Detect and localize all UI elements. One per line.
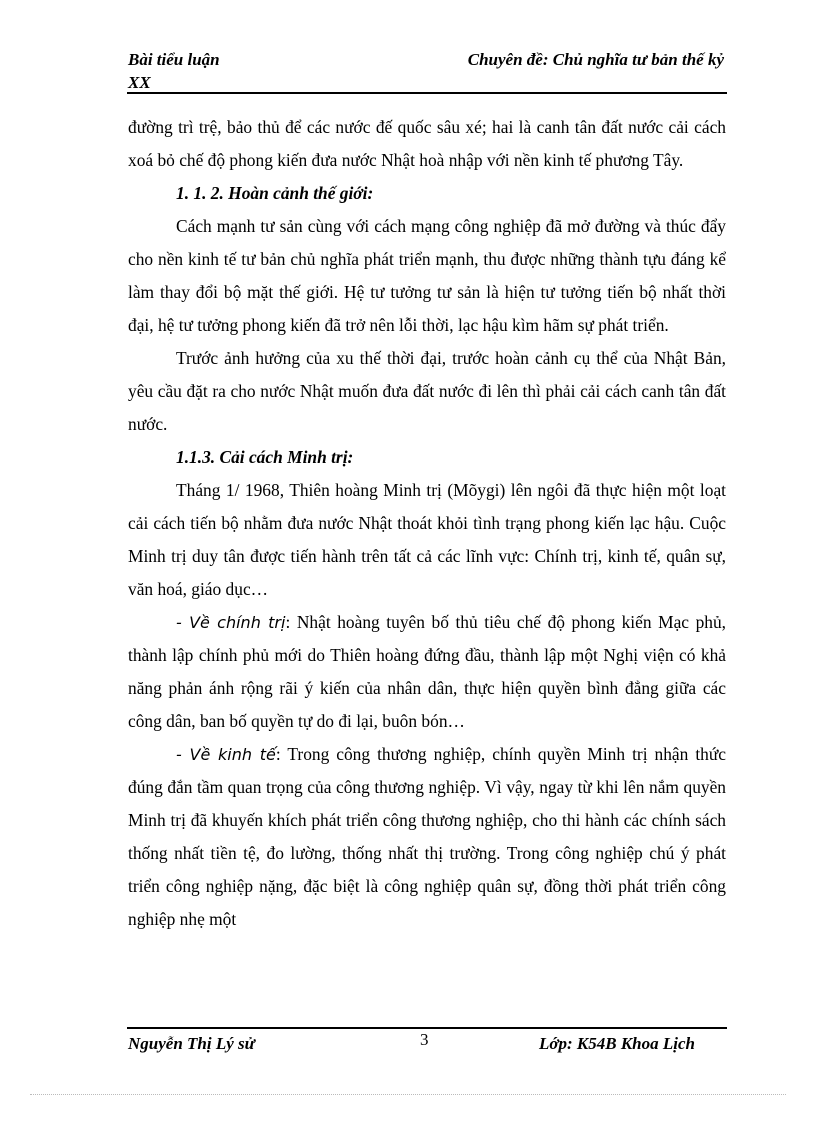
paragraph-2: Cách mạnh tư sản cùng với cách mạng công nghiệp đã mở đường và thúc đẩy cho nền kinh tế tư bản chủ nghĩa phát triển mạnh, thu được những thành tựu đáng kể làm thay đổi bộ mặt thế giới. Hệ tư tưởng tư sản là hiện tư tưởng tiến bộ nhất thời đại, hệ tư tưởng phong kiến đã trở nên lỗi thời, lạc hậu kìm hãm sự phát triển. [128, 216, 726, 335]
paragraph-1: đường trì trệ, bảo thủ để các nước đế quốc sâu xé; hai là canh tân đất nước cải cách xoá bỏ chế độ phong kiến đưa nước Nhật hoà nhập với nền kinh tế phương Tây. [128, 117, 726, 170]
paragraph-3: Trước ảnh hưởng của xu thế thời đại, trước hoàn cảnh cụ thể của Nhật Bản, yêu cầu đặt ra cho nước Nhật muốn đưa đất nước đi lên thì phải cải cách canh tân đất nước. [128, 348, 726, 434]
page-bottom-divider [30, 1094, 786, 1095]
section-heading-1-1-2: 1. 1. 2. Hoàn cảnh thế giới: [176, 183, 374, 203]
header-rule [127, 92, 727, 94]
economy-text: : Trong công thương nghiệp, chính quyền Minh trị nhận thức đúng đắn tầm quan trọng của công thương nghiệp. Vì vậy, ngay từ khi lên nắm quyền Minh trị đã khuyến khích phát triển công thương nghiệp, cho thi hành các chính sách thống nhất tiền tệ, đo lường, thống nhất thị trường. Trong công nghiệp chú ý phát triển công nghiệp nặng, đặc biệt là công nghiệp quân sự, đồng thời phát triển công nghiệp nhẹ một [128, 744, 726, 929]
politics-lead: - Về chính trị [176, 613, 286, 632]
header-left-line1: Bài tiểu luận [128, 50, 220, 69]
footer-author: Nguyễn Thị Lý sử [128, 1034, 255, 1053]
body-text [128, 111, 726, 936]
paragraph-4: Tháng 1/ 1968, Thiên hoàng Minh trị (Mõygi) lên ngôi đã thực hiện một loạt cải cách tiến bộ nhằm đưa nước Nhật thoát khỏi tình trạng phong kiến lạc hậu. Cuộc Minh trị duy tân được tiến hành trên tất cả các lĩnh vực: Chính trị, kinh tế, quân sự, văn hoá, giáo dục… [128, 480, 726, 599]
footer-class: Lớp: K54B Khoa Lịch [539, 1034, 695, 1053]
header-right: Chuyên đề: Chủ nghĩa tư bản thế kỷ [467, 50, 724, 69]
page-number: 3 [420, 1030, 429, 1049]
politics-text: : Nhật hoàng tuyên bố thủ tiêu chế độ phong kiến Mạc phủ, thành lập chính phủ mới do Thiên hoàng đứng đầu, thành lập một Nghị viện có khả năng phản ánh rộng rãi ý kiến của nhân dân, thực hiện quyền bình đẳng giữa các công dân, ban bố quyền tự do đi lại, buôn bón… [128, 612, 727, 731]
paragraph-politics [128, 606, 726, 738]
header-left-line2: XX [128, 73, 151, 92]
paragraph-economy [128, 738, 726, 936]
header-left [128, 48, 220, 94]
economy-lead: - Về kinh tế [176, 745, 276, 764]
section-heading-1-1-3: 1.1.3. Cải cách Minh trị: [176, 447, 354, 467]
